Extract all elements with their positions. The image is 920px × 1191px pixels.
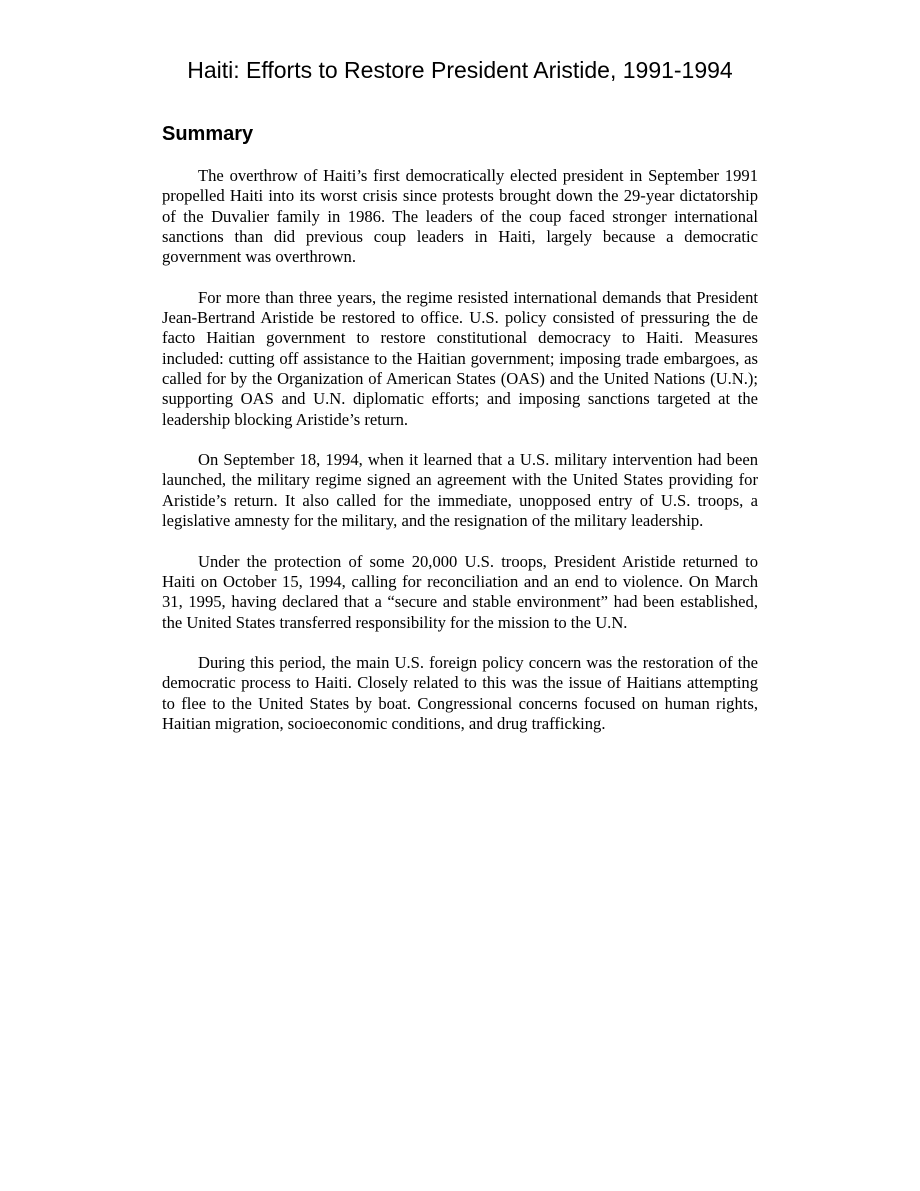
summary-body [162,166,758,755]
paragraph: On September 18, 1994, when it learned that a U.S. military intervention had been launched, the military regime signed an agreement with the United States providing for Aristide’s return. It also called for the immediate, unopposed entry of U.S. troops, a legislative amnesty for the military, and the resignation of the military leadership. [162,450,758,531]
section-heading-summary: Summary [162,123,254,145]
paragraph: Under the protection of some 20,000 U.S. troops, President Aristide returned to Haiti on October 15, 1994, calling for reconciliation and an end to violence. On March 31, 1995, having declared that a “secure and stable environment” had been established, the United States transferred responsibility for the mission to the U.N. [162,551,758,632]
paragraph: During this period, the main U.S. foreign policy concern was the restoration of the democratic process to Haiti. Closely related to this was the issue of Haitians attempting to flee to the United States by boat. Congressional concerns focused on human rights, Haitian migration, socioeconomic conditions, and drug trafficking. [162,653,758,734]
paragraph: For more than three years, the regime resisted international demands that President Jean-Bertrand Aristide be restored to office. U.S. policy consisted of pressuring the de facto Haitian government to restore constitutional democracy to Haiti. Measures included: cutting off assistance to the Haitian government; imposing trade embargoes, as called for by the Organization of American States (OAS) and the United Nations (U.N.); supporting OAS and U.N. diplomatic efforts; and imposing sanctions targeted at the leadership blocking Aristide’s return. [162,287,758,429]
document-title: Haiti: Efforts to Restore President Aristide, 1991-1994 [187,57,733,83]
paragraph: The overthrow of Haiti’s first democratically elected president in September 1991 propelled Haiti into its worst crisis since protests brought down the 29-year dictatorship of the Duvalier family in 1986. The leaders of the coup faced stronger international sanctions than did previous coup leaders in Haiti, largely because a democratic government was overthrown. [162,166,758,267]
